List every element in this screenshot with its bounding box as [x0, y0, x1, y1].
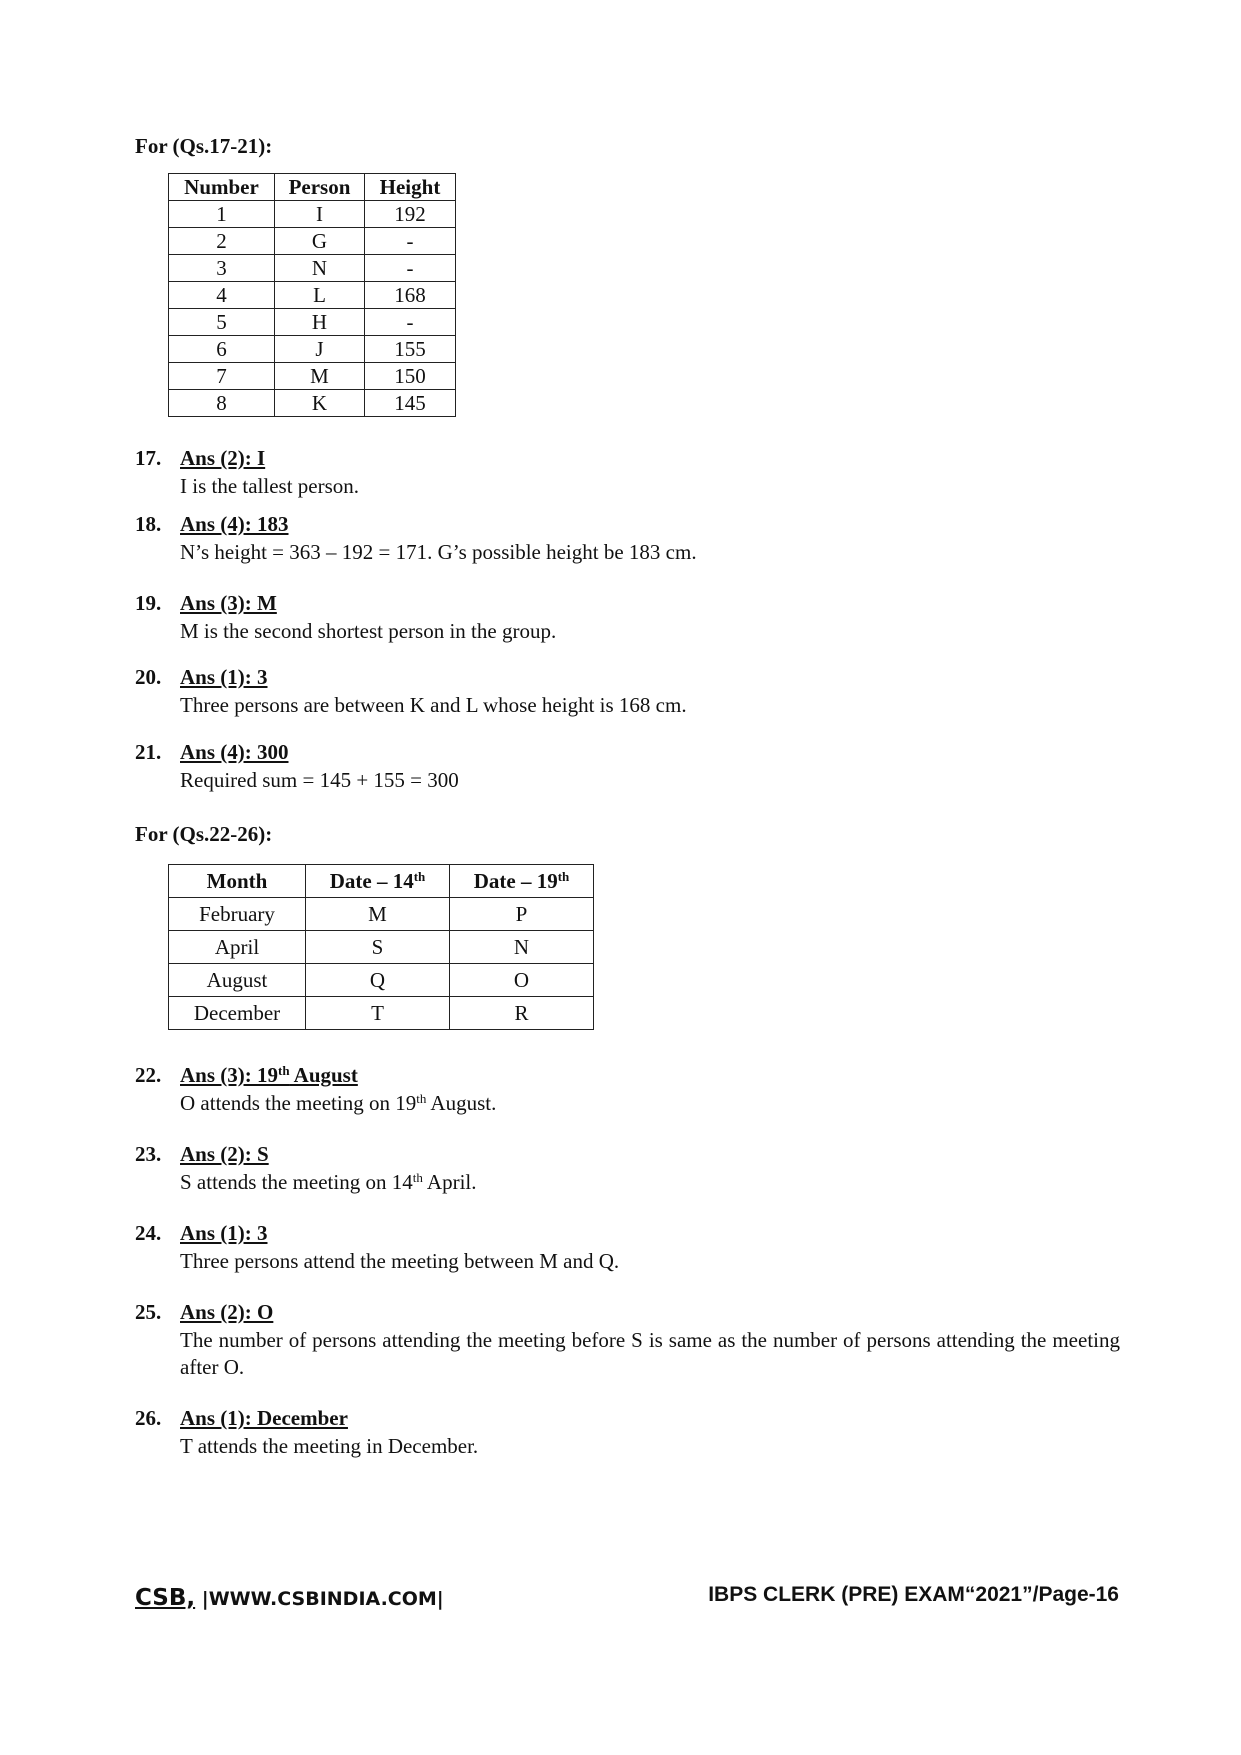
table-row [169, 309, 456, 336]
column-header: Date – 14th [306, 865, 450, 898]
column-header: Height [365, 174, 456, 201]
table-cell: M [306, 898, 450, 931]
table-cell: - [365, 309, 456, 336]
table-row [169, 336, 456, 363]
table-cell: N [275, 255, 365, 282]
answer-label: Ans (3): M [180, 591, 277, 615]
question-number: 17. [135, 446, 162, 470]
table-cell: I [275, 201, 365, 228]
question-number: 24. [135, 1221, 162, 1245]
table-cell: Q [306, 964, 450, 997]
answer-explanation: The number of persons attending the meeting before S is same as the number of persons attending the meeting after O. [180, 1328, 1120, 1379]
table-cell: August [169, 964, 306, 997]
question-number: 19. [135, 591, 162, 615]
column-header: Person [275, 174, 365, 201]
table-cell: P [450, 898, 594, 931]
table-cell: 155 [365, 336, 456, 363]
table-cell: 2 [169, 228, 275, 255]
table-cell: S [306, 931, 450, 964]
table-row [169, 898, 594, 931]
table-cell: M [275, 363, 365, 390]
table-cell: December [169, 997, 306, 1030]
footer-page-info: IBPS CLERK (PRE) EXAM“2021”/Page-16 [708, 1583, 1119, 1606]
table-cell: 1 [169, 201, 275, 228]
table-cell: - [365, 255, 456, 282]
answer-label: Ans (4): 183 [180, 512, 289, 536]
column-header: Date – 19th [450, 865, 594, 898]
answer-explanation: Three persons attend the meeting between M and Q. [180, 1249, 620, 1273]
answer-label: Ans (2): S [180, 1142, 269, 1166]
answer-label: Ans (1): 3 [180, 665, 268, 689]
table-cell: April [169, 931, 306, 964]
answer-label: Ans (2): O [180, 1300, 274, 1324]
table-row [169, 201, 456, 228]
table-cell: N [450, 931, 594, 964]
question-number: 26. [135, 1406, 162, 1430]
answer-explanation: T attends the meeting in December. [180, 1434, 479, 1458]
question-number: 18. [135, 512, 162, 536]
answer-label: Ans (1): December [180, 1406, 348, 1430]
question-number: 21. [135, 740, 162, 764]
table-cell: 192 [365, 201, 456, 228]
table-cell: 3 [169, 255, 275, 282]
answer-label: Ans (3): 19th August [180, 1063, 358, 1087]
table-cell: 4 [169, 282, 275, 309]
table-cell: 8 [169, 390, 275, 417]
answer-explanation: Three persons are between K and L whose height is 168 cm. [180, 693, 687, 717]
answer-label: Ans (2): I [180, 446, 266, 470]
table-row [169, 282, 456, 309]
answer-explanation: Required sum = 145 + 155 = 300 [180, 768, 459, 792]
footer-brand [135, 1585, 444, 1611]
answer-explanation: M is the second shortest person in the group. [180, 619, 557, 643]
answer-explanation: S attends the meeting on 14th April. [180, 1170, 477, 1194]
meeting-table [168, 864, 594, 1030]
table-row [169, 931, 594, 964]
table-cell: 145 [365, 390, 456, 417]
table-cell: G [275, 228, 365, 255]
table-cell: - [365, 228, 456, 255]
table-row [169, 964, 594, 997]
answer-explanation: N’s height = 363 – 192 = 171. G’s possible height be 183 cm. [180, 540, 697, 564]
website-link: |WWW.CSBINDIA.COM| [195, 1588, 444, 1610]
table-cell: H [275, 309, 365, 336]
question-number: 23. [135, 1142, 162, 1166]
table-row [169, 390, 456, 417]
answer-label: Ans (1): 3 [180, 1221, 268, 1245]
question-number: 20. [135, 665, 162, 689]
brand-logo-text: CSB, [135, 1585, 196, 1611]
table-row [169, 228, 456, 255]
height-table [168, 173, 456, 417]
question-number: 25. [135, 1300, 162, 1324]
table-cell: O [450, 964, 594, 997]
table-cell: 5 [169, 309, 275, 336]
table-header-row [169, 865, 594, 898]
section-heading-22-26: For (Qs.22-26): [135, 822, 273, 846]
question-number: 22. [135, 1063, 162, 1087]
table-cell: 150 [365, 363, 456, 390]
column-header: Number [169, 174, 275, 201]
table-cell: T [306, 997, 450, 1030]
answer-explanation: I is the tallest person. [180, 474, 360, 498]
table-cell: 7 [169, 363, 275, 390]
answer-label: Ans (4): 300 [180, 740, 289, 764]
table-cell: February [169, 898, 306, 931]
table-row [169, 997, 594, 1030]
table-cell: 6 [169, 336, 275, 363]
table-row [169, 255, 456, 282]
table-header-row [169, 174, 456, 201]
answer-explanation: O attends the meeting on 19th August. [180, 1091, 497, 1115]
section-heading-17-21: For (Qs.17-21): [135, 134, 273, 158]
table-cell: 168 [365, 282, 456, 309]
table-cell: J [275, 336, 365, 363]
table-row [169, 363, 456, 390]
column-header: Month [169, 865, 306, 898]
table-cell: L [275, 282, 365, 309]
table-cell: R [450, 997, 594, 1030]
table-cell: K [275, 390, 365, 417]
